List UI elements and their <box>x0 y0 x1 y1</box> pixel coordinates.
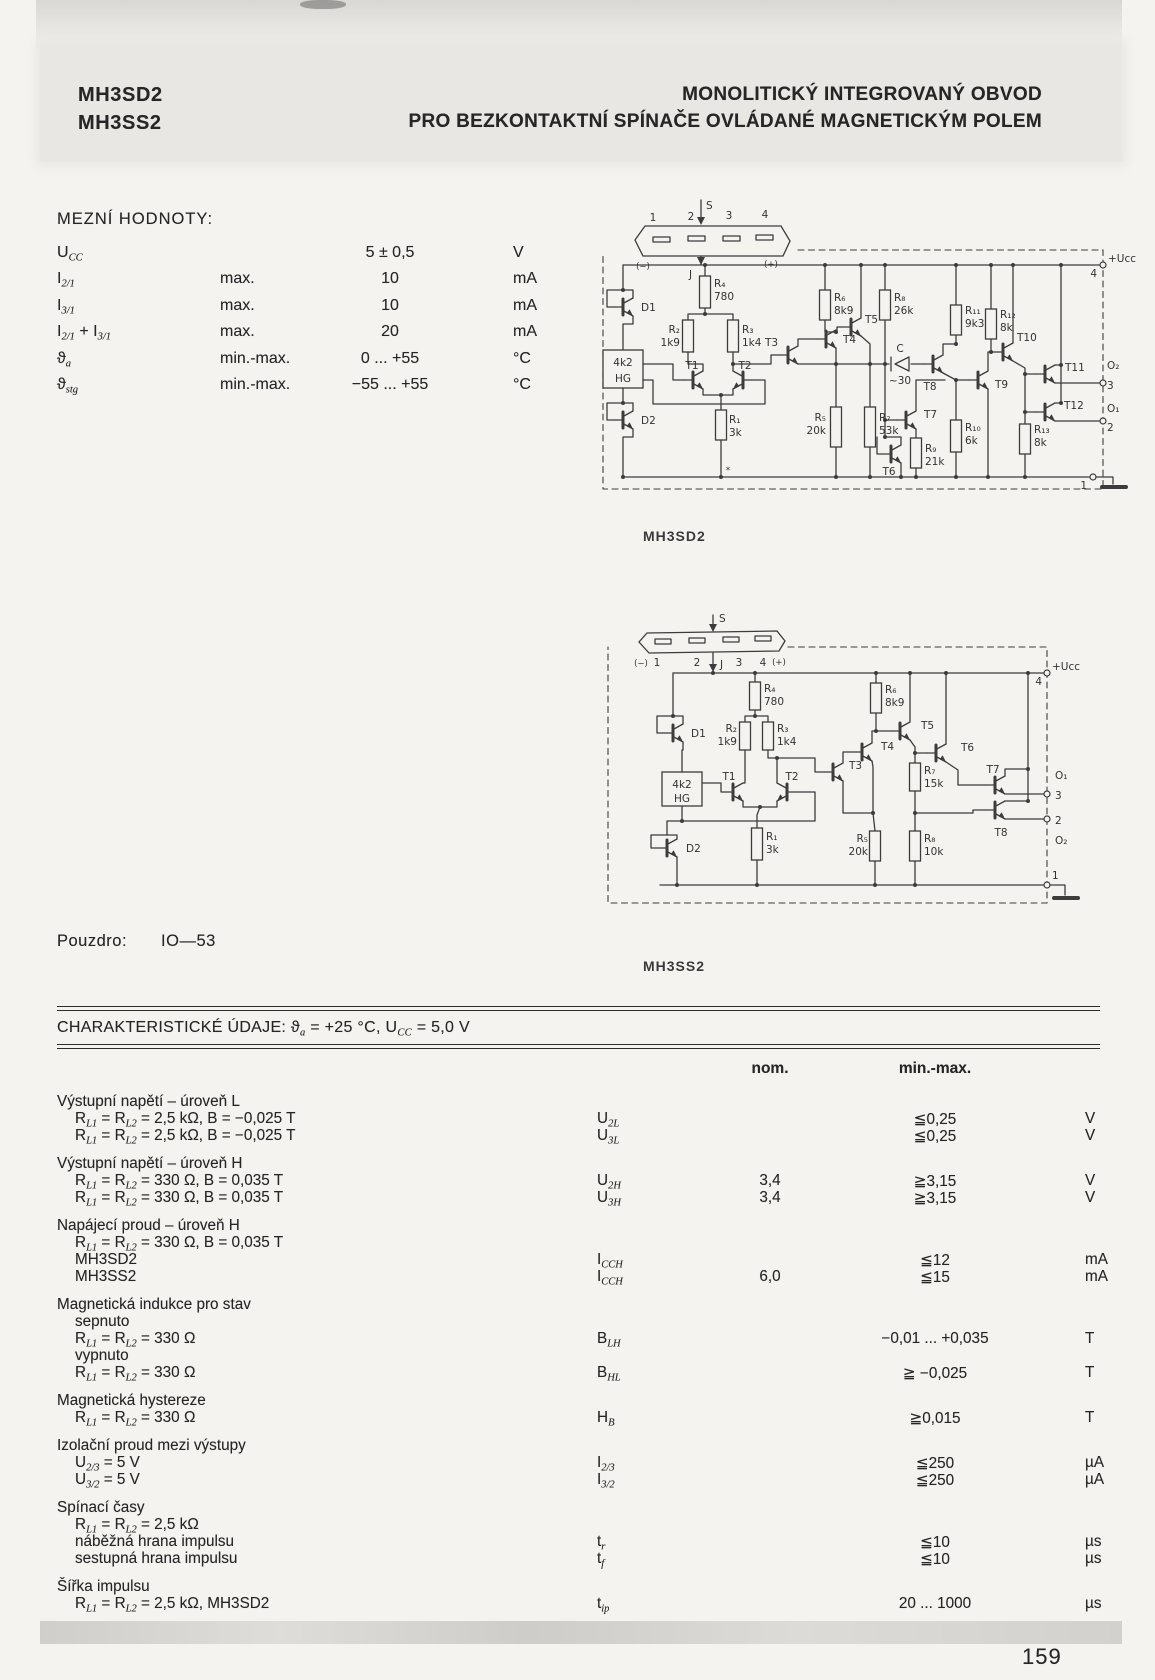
j-label: J <box>720 659 724 671</box>
hg-label: 4k2 <box>672 779 692 791</box>
char-table-title: CHARAKTERISTICKÉ ÚDAJE: $ϑ_a = +25$ °C, $U_{CC} = 5,0$ V <box>57 1019 470 1039</box>
limit-qualifier: max. <box>220 323 255 341</box>
row-minmax: ≧0,015 <box>909 1410 961 1427</box>
limit-value: 5 ± 0,5 <box>365 244 415 261</box>
r3-label: R₃ <box>777 723 789 735</box>
schematic1-caption: MH3SD2 <box>643 528 706 544</box>
row-text: $U_{3/2} = 5$ V <box>75 1471 140 1491</box>
row-nominal: 3,4 <box>759 1172 781 1189</box>
row-text: vypnuto <box>75 1347 129 1364</box>
r13-value: 8k <box>1034 437 1047 449</box>
row-text: Izolační proud mezi výstupy <box>57 1437 246 1454</box>
limit-unit: °C <box>513 375 531 393</box>
char-table-row <box>57 1251 1108 1271</box>
r8-label: R₈ <box>924 833 936 845</box>
r5-value: 20k <box>806 425 826 437</box>
hg-label: HG <box>673 793 691 805</box>
limits-row <box>57 297 617 323</box>
pin-label: 1 <box>653 657 661 669</box>
d2-label: D2 <box>686 843 701 855</box>
t2-label: T2 <box>785 771 799 783</box>
row-nominal: 6,0 <box>759 1268 781 1285</box>
limits-row <box>57 350 617 376</box>
hg-label: 4k2 <box>613 357 633 369</box>
pin2-label: 2 <box>1055 815 1062 827</box>
row-symbol: $B_{HL}$ <box>597 1364 621 1384</box>
char-table-row <box>57 1234 1102 1254</box>
schematic-mh3sd2 <box>593 192 1138 497</box>
r6-value: 8k9 <box>885 697 905 709</box>
char-table-row <box>57 1533 1102 1553</box>
r5-value: 20k <box>848 846 868 858</box>
row-text: $R_{L1} = R_{L2} = 330$ Ω, B = 0,035 T <box>75 1189 284 1209</box>
page-title-line2: PRO BEZKONTAKTNÍ SPÍNAČE OVLÁDANÉ MAGNETICKÝM POLEM <box>408 111 1042 132</box>
r9-value: 21k <box>925 456 945 468</box>
char-table-row <box>57 1313 1102 1330</box>
limit-unit: mA <box>513 296 537 314</box>
r8-label: R₈ <box>894 292 906 304</box>
char-table-row <box>57 1409 1102 1429</box>
char-table-row <box>57 1296 1102 1313</box>
char-table-row <box>57 1110 1102 1130</box>
row-unit: T <box>1085 1409 1095 1426</box>
r4-value: 780 <box>714 291 735 303</box>
row-symbol: $U_{2H}$ <box>597 1172 621 1192</box>
r1-label: R₁ <box>729 414 741 426</box>
r10-value: 6k <box>965 435 978 447</box>
char-table-row <box>57 1392 1102 1409</box>
row-text: $R_{L1} = R_{L2} = 2,5$ kΩ, B = −0,025 T <box>75 1110 296 1130</box>
row-text: Magnetická hystereze <box>57 1392 206 1409</box>
limits-row <box>57 270 617 296</box>
r1-label: R₁ <box>766 831 778 843</box>
plus-label: (+) <box>772 658 786 668</box>
t4-label: T4 <box>843 334 857 346</box>
r11-value: 9k3 <box>965 318 985 330</box>
row-minmax: ≦15 <box>920 1269 950 1286</box>
row-text: Výstupní napětí – úroveň L <box>57 1093 240 1110</box>
row-symbol: $I_{CCH}$ <box>597 1268 623 1288</box>
r4-label: R₄ <box>714 278 726 290</box>
row-symbol: $I_{3/2}$ <box>597 1471 615 1491</box>
t4-label: T4 <box>881 741 895 753</box>
row-text: Napájecí proud – úroveň H <box>57 1217 240 1234</box>
row-unit: mA <box>1085 1268 1108 1285</box>
ucc-label: +Ucc <box>1108 253 1137 265</box>
row-text: $R_{L1} = R_{L2} = 2,5$ kΩ <box>75 1516 199 1536</box>
page-title-line1: MONOLITICKÝ INTEGROVANÝ OBVOD <box>682 84 1042 105</box>
row-text: $R_{L1} = R_{L2} = 330$ Ω <box>75 1364 196 1384</box>
r7-value: 15k <box>924 778 944 790</box>
d1-label: D1 <box>691 728 706 740</box>
scan-artifact-bottom-bar <box>40 1621 1122 1644</box>
row-text: sepnuto <box>75 1313 130 1330</box>
limit-value: 20 <box>381 323 399 341</box>
row-text: $U_{2/3} = 5$ V <box>75 1454 140 1474</box>
char-table-row <box>57 1093 1102 1110</box>
row-minmax: 20 ... 1000 <box>898 1595 972 1612</box>
o1-label: O₁ <box>1107 403 1120 415</box>
r9-label: R₉ <box>925 443 937 455</box>
pin3-label: 3 <box>1055 790 1062 802</box>
row-unit: mA <box>1085 1251 1108 1268</box>
limit-unit: °C <box>513 349 531 367</box>
t10-label: T10 <box>1017 332 1037 344</box>
row-nominal: 3,4 <box>759 1189 781 1206</box>
r5-label: R₅ <box>814 412 826 424</box>
row-text: $R_{L1} = R_{L2} = 2,5$ kΩ, MH3SD2 <box>75 1595 270 1615</box>
char-table-row <box>57 1364 1102 1384</box>
limit-symbol: $I_{3/1}$ <box>57 296 75 317</box>
char-table-row <box>57 1217 1102 1234</box>
pin-label: 2 <box>687 211 695 223</box>
t9-label: T9 <box>995 379 1009 391</box>
char-table-row <box>57 1595 1102 1615</box>
table-rule-top <box>57 1006 1100 1011</box>
c-value: ~30 <box>888 375 912 387</box>
char-table-row <box>57 1499 1102 1516</box>
t2-label: T2 <box>738 360 752 372</box>
row-minmax: ≦12 <box>920 1252 950 1269</box>
row-text: MH3SD2 <box>75 1251 138 1268</box>
row-symbol: $B_{LH}$ <box>597 1330 621 1350</box>
r6-label: R₆ <box>885 684 897 696</box>
t5-label: T5 <box>865 314 879 326</box>
pin-label: 2 <box>693 657 701 669</box>
char-table-row <box>57 1172 1102 1192</box>
r13-label: R₁₃ <box>1034 424 1050 436</box>
pin2-label: 2 <box>1107 422 1114 434</box>
row-unit: µs <box>1085 1550 1102 1567</box>
r7-label: R₇ <box>879 412 891 424</box>
package-label: Pouzdro: <box>57 932 128 950</box>
r3-label: R₃ <box>742 324 754 336</box>
part-number-2: MH3SS2 <box>78 112 162 134</box>
t1-label: T1 <box>722 771 736 783</box>
char-table-row <box>57 1578 1102 1595</box>
t3-label: T3 <box>765 337 779 349</box>
char-table-body <box>57 1082 1108 1615</box>
char-table-row <box>57 1127 1102 1147</box>
t7-label: T7 <box>986 764 1000 776</box>
r12-label: R₁₂ <box>1000 309 1016 321</box>
d1-label: D1 <box>641 302 656 314</box>
t11-label: T11 <box>1065 362 1085 374</box>
row-minmax: ≧3,15 <box>913 1190 957 1207</box>
limit-unit: mA <box>513 323 537 341</box>
row-symbol: $I_{2/3}$ <box>597 1454 615 1474</box>
r7-value: 53k <box>879 425 899 437</box>
part-number-1: MH3SD2 <box>78 84 163 106</box>
ucc-label: +Ucc <box>1052 661 1081 673</box>
row-symbol: $U_{2L}$ <box>597 1110 620 1130</box>
r7-label: R₇ <box>924 765 936 777</box>
char-table-row <box>57 1471 1105 1491</box>
pin-label: 3 <box>735 657 743 669</box>
r6-value: 8k9 <box>834 305 854 317</box>
row-text: $R_{L1} = R_{L2} = 2,5$ kΩ, B = −0,025 T <box>75 1127 296 1147</box>
limit-unit: V <box>513 244 524 261</box>
pin-label: 4 <box>759 657 767 669</box>
row-text: $R_{L1} = R_{L2} = 330$ Ω, B = 0,035 T <box>75 1234 284 1254</box>
row-text: $R_{L1} = R_{L2} = 330$ Ω <box>75 1330 196 1350</box>
limit-symbol: $U_{CC}$ <box>57 244 83 264</box>
r10-label: R₁₀ <box>965 422 981 434</box>
row-symbol: $H_B$ <box>597 1409 615 1429</box>
row-symbol: $t_r$ <box>597 1533 606 1553</box>
row-unit: µs <box>1085 1533 1102 1550</box>
limits-row <box>57 244 617 270</box>
t12-label: T12 <box>1064 400 1084 412</box>
c-label: C <box>896 343 904 355</box>
limit-symbol: $I_{2/1} + I_{3/1}$ <box>57 323 111 343</box>
row-text: $R_{L1} = R_{L2} = 330$ Ω, B = 0,035 T <box>75 1172 284 1192</box>
r5-label: R₅ <box>856 833 868 845</box>
row-symbol: $I_{CCH}$ <box>597 1251 623 1271</box>
char-table-row <box>57 1516 1102 1536</box>
s-label: S <box>706 200 713 212</box>
t6-label: T6 <box>882 466 896 478</box>
limit-symbol: $ϑ_{stg}$ <box>57 375 79 396</box>
char-table-row <box>57 1330 1102 1350</box>
limits-title: MEZNÍ HODNOTY: <box>57 210 214 228</box>
pin4-label: 4 <box>1035 676 1042 688</box>
row-minmax: ≧3,15 <box>913 1173 957 1190</box>
plus-label: (+) <box>764 260 778 270</box>
r1-value: 3k <box>729 427 742 439</box>
limit-value: 0 ... +55 <box>360 349 420 367</box>
row-minmax: −0,01 ... +0,035 <box>881 1330 989 1347</box>
r2-value: 1k9 <box>717 736 737 748</box>
row-text: sestupná hrana impulsu <box>75 1550 238 1567</box>
char-table-row <box>57 1454 1105 1474</box>
row-minmax: ≦0,25 <box>913 1128 957 1145</box>
char-table-row <box>57 1268 1108 1288</box>
t1-label: T1 <box>685 360 699 372</box>
limit-symbol: $ϑ_a$ <box>57 349 71 370</box>
package-value: IO—53 <box>161 932 216 950</box>
row-unit: µA <box>1085 1471 1105 1488</box>
o2-label: O₂ <box>1055 835 1068 847</box>
minus-label: (−) <box>634 659 648 669</box>
row-text: $R_{L1} = R_{L2} = 330$ Ω <box>75 1409 196 1429</box>
row-symbol: $t_{ip}$ <box>597 1595 610 1615</box>
t6-label: T6 <box>961 742 975 754</box>
row-unit: T <box>1085 1330 1095 1347</box>
row-minmax: ≦10 <box>920 1551 950 1568</box>
hg-label: HG <box>614 373 632 385</box>
row-unit: V <box>1085 1110 1096 1127</box>
t5-label: T5 <box>921 720 935 732</box>
limit-qualifier: max. <box>220 270 255 288</box>
row-text: Výstupní napětí – úroveň H <box>57 1155 243 1172</box>
schematic2-caption: MH3SS2 <box>643 958 706 974</box>
limits-row <box>57 323 617 349</box>
row-unit: µA <box>1085 1454 1105 1471</box>
r1-value: 3k <box>766 844 779 856</box>
o1-label: O₁ <box>1055 770 1068 782</box>
limit-value: −55 ... +55 <box>351 375 429 393</box>
sch1-wiring <box>603 200 1126 489</box>
char-table-row <box>57 1347 1102 1364</box>
r8-value: 10k <box>924 846 944 858</box>
limit-qualifier: max. <box>220 296 255 314</box>
limit-symbol: $I_{2/1}$ <box>57 270 75 290</box>
schematic-mh3ss2 <box>593 573 1138 918</box>
char-table-row <box>57 1155 1102 1172</box>
char-table-row <box>57 1437 1102 1454</box>
t8-label: T8 <box>923 381 937 393</box>
r3-value: 1k4 <box>777 736 797 748</box>
pin-label: 3 <box>725 210 733 222</box>
row-minmax: ≧ −0,025 <box>902 1365 968 1382</box>
row-minmax: ≦250 <box>915 1472 955 1489</box>
page-number: 159 <box>1022 1644 1062 1669</box>
char-table-row <box>57 1550 1102 1570</box>
pin-label: 4 <box>761 209 769 221</box>
row-unit: V <box>1085 1189 1096 1206</box>
limit-qualifier: min.-max. <box>220 375 291 393</box>
pin-label: 1 <box>649 212 657 224</box>
row-unit: V <box>1085 1172 1096 1189</box>
r6-label: R₆ <box>834 292 846 304</box>
row-minmax: ≦10 <box>920 1534 950 1551</box>
d2-label: D2 <box>641 415 656 427</box>
o2-label: O₂ <box>1107 360 1120 372</box>
row-minmax: ≦0,25 <box>913 1111 957 1128</box>
row-symbol: $t_f$ <box>597 1550 605 1570</box>
row-unit: µs <box>1085 1595 1102 1612</box>
t7-label: T7 <box>924 409 938 421</box>
minus-label: (−) <box>636 262 650 272</box>
j-label: J <box>689 269 693 281</box>
table-rule-mid <box>57 1044 1100 1049</box>
r12-value: 8k <box>1000 322 1013 334</box>
column-header-minmax: min.-max. <box>898 1060 972 1077</box>
row-text: Magnetická indukce pro stav <box>57 1296 251 1313</box>
row-text: Spínací časy <box>57 1499 145 1516</box>
r4-value: 780 <box>764 696 785 708</box>
r2-label: R₂ <box>668 324 680 336</box>
t3-label: T3 <box>849 760 863 772</box>
package-line <box>57 932 216 951</box>
r8-value: 26k <box>894 305 914 317</box>
r4-label: R₄ <box>764 683 776 695</box>
limit-value: 10 <box>381 270 399 288</box>
pin4-label: 4 <box>1090 268 1097 280</box>
sch2-transistors <box>658 722 1008 857</box>
s-label: S <box>719 613 726 625</box>
t8-label: T8 <box>994 827 1008 839</box>
row-unit: T <box>1085 1364 1095 1381</box>
limit-qualifier: min.-max. <box>220 349 291 367</box>
r11-label: R₁₁ <box>965 305 981 317</box>
row-minmax: ≦250 <box>915 1455 955 1472</box>
column-header-nom: nom. <box>751 1060 789 1077</box>
row-text: MH3SS2 <box>75 1268 137 1285</box>
row-symbol: $U_{3L}$ <box>597 1127 620 1147</box>
r2-value: 1k9 <box>660 337 680 349</box>
limits-table <box>57 244 617 402</box>
char-table-row <box>57 1189 1102 1209</box>
sch2-wiring <box>608 615 1081 903</box>
limit-value: 10 <box>381 296 399 314</box>
row-symbol: $U_{3H}$ <box>597 1189 621 1209</box>
row-text: náběžná hrana impulsu <box>75 1533 235 1550</box>
r2-label: R₂ <box>725 723 737 735</box>
asterisk-mark: * <box>725 466 731 476</box>
limits-row <box>57 376 617 402</box>
pin1-label: 1 <box>1080 480 1087 492</box>
pin3-label: 3 <box>1107 380 1114 392</box>
limit-unit: mA <box>513 270 537 288</box>
pin1-label: 1 <box>1052 870 1059 882</box>
row-unit: V <box>1085 1127 1096 1144</box>
scan-artifact-mark <box>300 0 346 9</box>
r3-value: 1k4 <box>742 337 762 349</box>
row-text: Šířka impulsu <box>57 1578 150 1595</box>
